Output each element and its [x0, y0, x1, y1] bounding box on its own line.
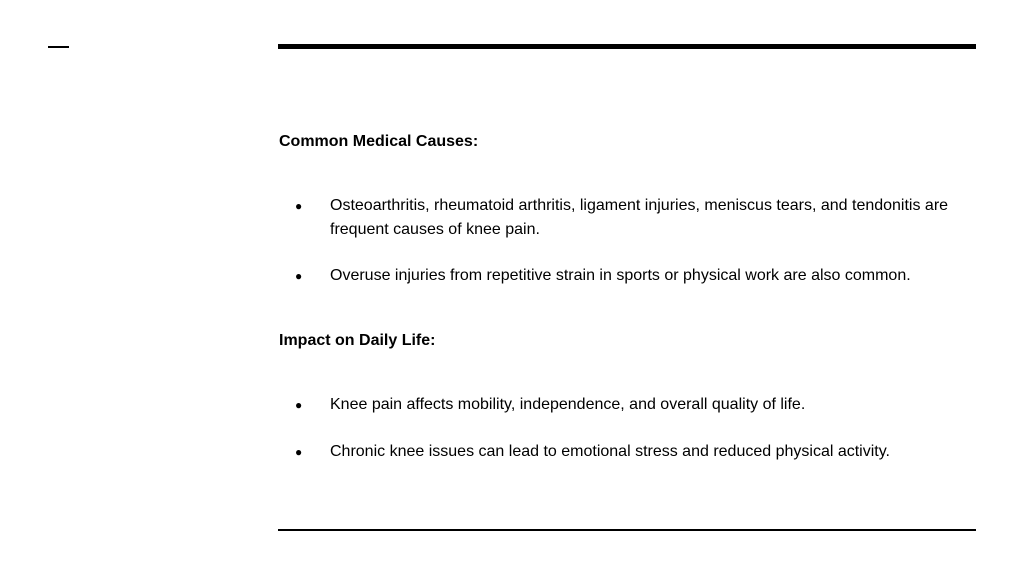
bullet-icon: ● — [295, 398, 303, 412]
section-heading-impact: Impact on Daily Life: — [279, 332, 436, 349]
section-heading-causes: Common Medical Causes: — [279, 133, 479, 150]
list-item-text: Overuse injuries from repetitive strain in sports or physical work are also common. — [330, 267, 911, 284]
bullet-icon: ● — [295, 445, 303, 459]
list-item-text: Osteoarthritis, rheumatoid arthritis, ligament injuries, meniscus tears, and tendonitis are frequent causes of knee pain. — [330, 197, 949, 238]
list-item-text: Chronic knee issues can lead to emotional stress and reduced physical activity. — [330, 443, 890, 460]
top-divider — [278, 44, 976, 49]
bottom-divider — [278, 529, 976, 531]
list-item-text: Knee pain affects mobility, independence, and overall quality of life. — [330, 396, 806, 413]
corner-dash — [48, 46, 69, 48]
bullet-icon: ● — [295, 269, 303, 283]
bullet-icon: ● — [295, 199, 303, 213]
